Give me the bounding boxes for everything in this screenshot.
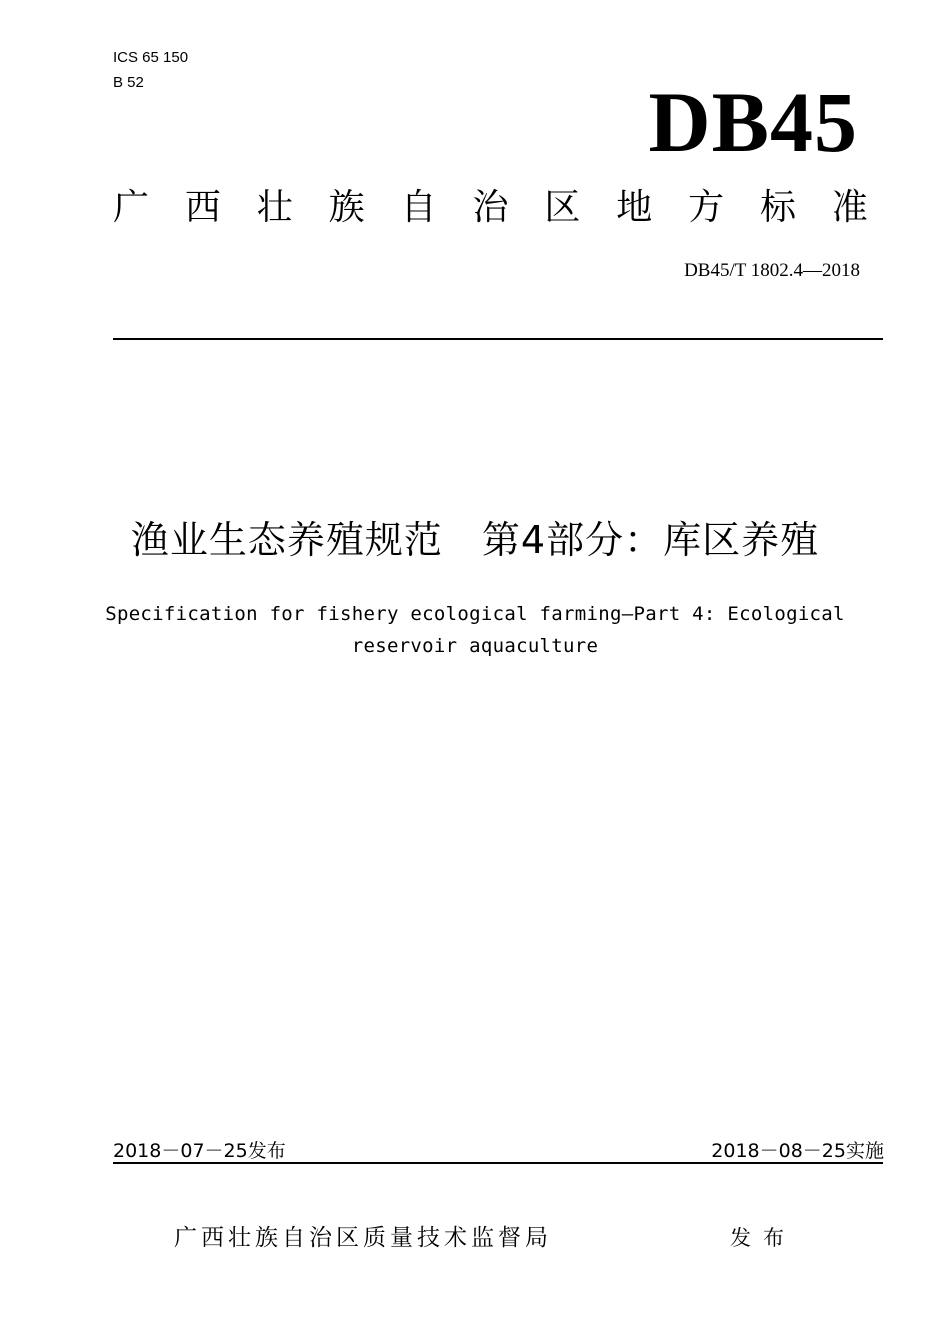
standard-number: DB45/T 1802.4—2018 bbox=[684, 260, 860, 281]
standard-type-char: 准 bbox=[831, 187, 868, 228]
ccs-code: B 52 bbox=[113, 74, 144, 91]
issue-date: 2018－07－25发布 bbox=[113, 1140, 286, 1162]
bottom-divider bbox=[113, 1162, 883, 1164]
standard-type-char: 标 bbox=[760, 187, 797, 228]
standard-type-char: 族 bbox=[328, 187, 365, 228]
english-title-line-2: reservoir aquaculture bbox=[351, 635, 599, 657]
standard-type-char: 区 bbox=[544, 187, 581, 228]
document-title-english bbox=[90, 598, 860, 662]
top-divider bbox=[113, 338, 883, 340]
standard-type-heading bbox=[113, 186, 868, 230]
standard-type-char: 地 bbox=[616, 187, 653, 228]
standard-type-char: 自 bbox=[400, 187, 437, 228]
ics-code: ICS 65 150 bbox=[113, 49, 189, 66]
implementation-date: 2018－08－25实施 bbox=[711, 1140, 884, 1162]
standard-code-logo: DB45 bbox=[648, 74, 858, 170]
english-title-line-1: Specification for fishery ecological farming—Part 4: Ecological bbox=[105, 603, 845, 625]
publish-label: 发布 bbox=[730, 1226, 796, 1250]
standard-type-char: 西 bbox=[184, 187, 221, 228]
standard-type-char: 壮 bbox=[256, 187, 293, 228]
standard-type-char: 治 bbox=[472, 187, 509, 228]
standard-type-char: 方 bbox=[688, 187, 725, 228]
document-title-chinese: 渔业生态养殖规范 第4部分：库区养殖 bbox=[130, 518, 820, 562]
issuing-authority: 广西壮族自治区质量技术监督局 bbox=[174, 1225, 552, 1251]
standard-type-char: 广 bbox=[113, 187, 150, 228]
